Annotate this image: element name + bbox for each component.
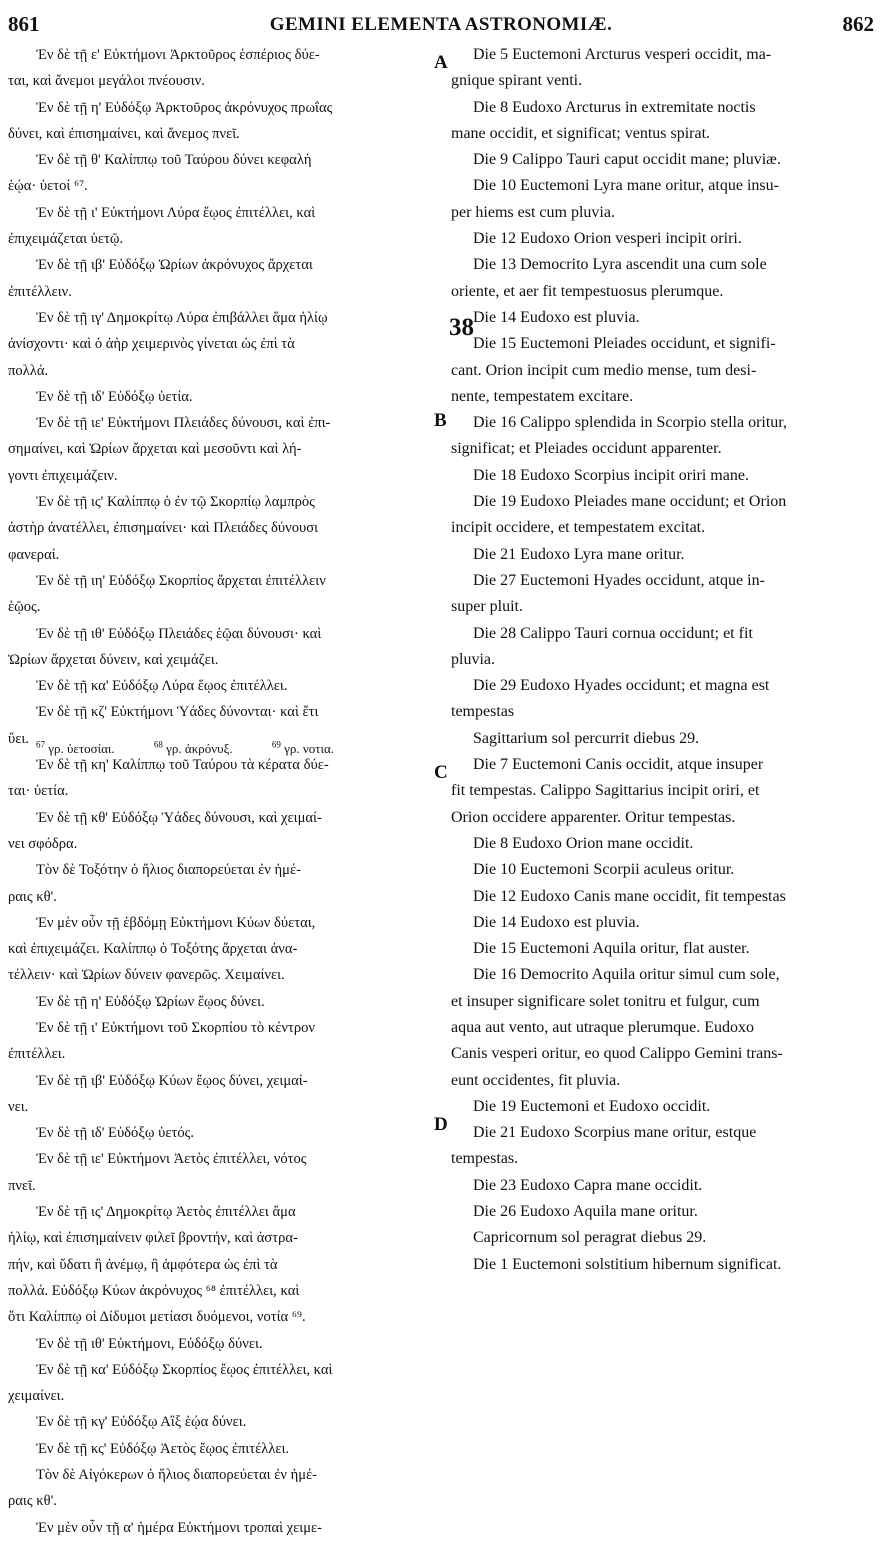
text-line: σημαίνει, καὶ Ὠρίων ἄρχεται καὶ μεσοῦντι καὶ λή- (8, 441, 302, 458)
footnote-number: 69 (271, 740, 281, 750)
text-line: Ἐν δὲ τῇ κθ' Εὐδόξῳ Ὑάδες δύνουσι, καὶ χειμαί- (36, 809, 322, 826)
text-line: Ἐν δὲ τῇ η' Εὐδόξῳ Ἀρκτοῦρος ἀκρόνυχος πρωΐας (36, 99, 333, 116)
greek-entry (8, 1146, 432, 1199)
greek-entry (8, 1331, 432, 1357)
footnote-number: 67 (36, 740, 45, 750)
text-line: Ἐν δὲ τῇ ιε' Εὐκτήμονι Πλειάδες δύνουσι, καὶ ἐπι- (36, 415, 331, 432)
latin-entry (451, 331, 875, 410)
text-line: Die 27 Euctemoni Hyades occidunt, atque in- (473, 571, 765, 589)
latin-entry (451, 489, 875, 542)
latin-entry (451, 936, 875, 962)
latin-entry (451, 42, 875, 95)
text-line: δύνει, καὶ ἐπισημαίνει, καὶ ἄνεμος πνεῖ. (8, 125, 240, 142)
text-line: ἑῴα· ὑετοί ⁶⁷. (8, 178, 88, 195)
text-line: Die 28 Calippo Tauri cornua occidunt; et fit (473, 624, 753, 642)
footnote-69 (272, 741, 352, 756)
latin-entry (451, 226, 875, 252)
text-line: Ἐν δὲ τῇ ιδ' Εὐδόξῳ ὑετός. (36, 1125, 195, 1142)
latin-entry (451, 673, 875, 726)
text-line: πολλά. (8, 362, 49, 379)
latin-entry (451, 305, 875, 331)
latin-entry (451, 1120, 875, 1173)
latin-entry (451, 1199, 875, 1225)
latin-entry (451, 726, 875, 752)
greek-entry (8, 910, 432, 989)
text-line: τέλλειν· καὶ Ὠρίων δύνειν φανερῶς. Χειμαίνει. (8, 967, 285, 984)
latin-entry (451, 95, 875, 148)
text-line: significat; et Pleiades occidunt apparenter. (451, 440, 722, 458)
margin-marker-c: C (434, 762, 448, 783)
running-title: GEMINI ELEMENTA ASTRONOMIÆ. (269, 14, 613, 35)
greek-entry (8, 989, 432, 1015)
text-line: Ἐν δὲ τῇ ε' Εὐκτήμονι Ἀρκτοῦρος ἑσπέριος δύε- (36, 47, 320, 63)
greek-entry (8, 857, 432, 910)
text-line: Ἐν δὲ τῇ ιδ' Εὐδόξῳ ὑετία. (36, 388, 193, 405)
text-line: Τὸν δὲ Αἰγόκερων ὁ ἥλιος διαπορεύεται ἐν ἡμέ- (36, 1467, 318, 1484)
greek-entry (8, 252, 432, 305)
greek-entry (8, 673, 432, 699)
text-line: Ἐν δὲ τῇ ιγ' Δημοκρίτῳ Λύρα ἐπιβάλλει ἅμα ἡλίῳ (36, 309, 328, 326)
text-line: Ἐν δὲ τῇ θ' Καλίππῳ τοῦ Ταύρου δύνει κεφαλὴ (36, 152, 312, 169)
text-line: Canis vesperi oritur, eo quod Calippo Gemini trans- (451, 1045, 783, 1063)
footnote-67 (36, 741, 133, 756)
text-line: Ἐν μὲν οὖν τῇ ἑβδόμῃ Εὐκτήμονι Κύων δύεται, (36, 914, 316, 931)
text-line: Ἐν δὲ τῇ κζ' Εὐκτήμονι Ὑάδες δύνονται· καὶ ἔτι (36, 704, 319, 721)
text-line: ραις κθ'. (8, 888, 57, 905)
text-line: Die 8 Eudoxo Orion mane occidit. (473, 834, 694, 852)
text-line: ραις κθ'. (8, 1493, 57, 1510)
text-line: ἑῷος. (8, 599, 41, 616)
latin-entry (451, 752, 875, 831)
text-line: eunt occidentes, fit pluvia. (451, 1071, 621, 1089)
text-line: Die 8 Eudoxo Arcturus in extremitate noctis (473, 98, 756, 116)
greek-entry (8, 1199, 432, 1330)
text-line: et insuper significare solet tonitru et fulgur, cum (451, 992, 760, 1010)
text-line: Die 10 Euctemoni Lyra mane oritur, atque insu- (473, 177, 779, 195)
text-line: aqua aut vento, aut utraque plerumque. Eudoxo (451, 1018, 755, 1036)
text-line: tempestas (451, 703, 515, 721)
text-line: Ἐν δὲ τῇ ις' Καλίππῳ ὁ ἐν τῷ Σκορπίῳ λαμπρὸς (36, 494, 315, 511)
latin-entry (451, 252, 875, 305)
greek-text-column (8, 42, 432, 1541)
text-line: mane occidit, et significat; ventus spirat. (451, 124, 711, 142)
text-line: Ἐν δὲ τῇ ιη' Εὐδόξῳ Σκορπίος ἄρχεται ἐπιτέλλειν (36, 572, 326, 589)
page-header (8, 12, 874, 40)
text-line: Ἐν δὲ τῇ ις' Δημοκρίτῳ Ἀετὸς ἐπιτέλλει ἅμα (36, 1204, 296, 1221)
text-line: γοντι ἐπιχειμάζειν. (8, 467, 118, 484)
latin-entry (451, 884, 875, 910)
latin-entry (451, 857, 875, 883)
margin-marker-d: D (434, 1114, 448, 1135)
text-line: Ἐν δὲ τῇ ιθ' Εὐκτήμονι, Εὐδόξῳ δύνει. (36, 1335, 263, 1352)
text-line: Ἐν μὲν οὖν τῇ α' ἡμέρα Εὐκτήμονι τροπαὶ χειμε- (36, 1519, 323, 1536)
latin-entry (451, 1252, 875, 1278)
text-line: ἐπιτέλλει. (8, 1046, 66, 1063)
text-line: Ἐν δὲ τῇ ι' Εὐκτήμονι Λύρα ἕῳος ἐπιτέλλει, καὶ (36, 204, 316, 221)
greek-entry (8, 1462, 432, 1515)
greek-entry (8, 410, 432, 489)
text-line: ὅτι Καλίππῳ οἱ Δίδυμοι μετίασι δυόμενοι, νοτία ⁶⁹. (8, 1309, 306, 1326)
text-line: Die 18 Eudoxo Scorpius incipit oriri mane. (473, 466, 749, 484)
text-line: Ἐν δὲ τῇ κα' Εὐδόξῳ Σκορπίος ἕῳος ἐπιτέλλει, καὶ (36, 1361, 333, 1378)
greek-entry (8, 1409, 432, 1435)
text-line: Orion occidere apparenter. Oritur tempestas. (451, 808, 736, 826)
text-line: Die 12 Eudoxo Orion vesperi incipit oriri. (473, 230, 742, 248)
latin-entry (451, 410, 875, 463)
latin-text-column (451, 42, 875, 1278)
text-line: ἡλίῳ, καὶ ἐπισημαίνειν φιλεῖ βροντήν, καὶ ἀστρα- (8, 1230, 298, 1247)
text-line: ὕει. (8, 730, 29, 747)
text-line: καὶ ἐπιχειμάζει. Καλίππῳ ὁ Τοξότης ἄρχεται ἀνα- (8, 941, 298, 958)
text-line: gnique spirant venti. (451, 72, 583, 90)
page-number-left: 861 (8, 12, 40, 36)
text-line: πνεῖ. (8, 1177, 36, 1194)
latin-entry (451, 147, 875, 173)
greek-entry (8, 305, 432, 384)
text-line: incipit occidere, et tempestatem excitat. (451, 519, 706, 537)
margin-marker-b: B (434, 410, 447, 431)
latin-entry (451, 173, 875, 226)
section-number-marker: 38 (449, 314, 474, 341)
greek-entry (8, 1436, 432, 1462)
text-line: Ἐν δὲ τῇ κη' Καλίππῳ τοῦ Ταύρου τὰ κέρατα δύε- (36, 757, 329, 774)
text-line: Ἐν δὲ τῇ κγ' Εὐδόξῳ Αἲξ ἑῴα δύνει. (36, 1414, 247, 1431)
text-line: Sagittarium sol percurrit diebus 29. (473, 729, 700, 747)
latin-entry (451, 910, 875, 936)
text-line: Die 14 Eudoxo est pluvia. (473, 308, 640, 326)
footnote-68 (154, 741, 251, 756)
latin-entry (451, 962, 875, 1093)
latin-entry (451, 542, 875, 568)
text-line: Capricornum sol peragrat diebus 29. (473, 1229, 707, 1247)
text-line: Die 15 Euctemoni Pleiades occidunt, et signifi- (473, 335, 776, 353)
greek-entry (8, 95, 432, 148)
greek-entry (8, 1068, 432, 1121)
text-line: Die 19 Eudoxo Pleiades mane occidunt; et Orion (473, 493, 787, 511)
text-line: Die 1 Euctemoni solstitium hibernum significat. (473, 1255, 782, 1273)
text-line: Die 16 Calippo splendida in Scorpio stella oritur, (473, 414, 787, 432)
text-line: Ἐν δὲ τῇ ιε' Εὐκτήμονι Ἀετὸς ἐπιτέλλει, νότος (36, 1151, 307, 1168)
text-line: Die 26 Eudoxo Aquila mane oritur. (473, 1203, 698, 1221)
text-line: Die 9 Calippo Tauri caput occidit mane; pluviæ. (473, 151, 781, 169)
text-line: Ἐν δὲ τῇ ιθ' Εὐδόξῳ Πλειάδες ἑῷαι δύνουσι· καὶ (36, 625, 322, 642)
text-line: cant. Orion incipit cum medio mense, tum desi- (451, 361, 757, 379)
latin-entry (451, 1094, 875, 1120)
text-line: Ἐν δὲ τῇ ι' Εὐκτήμονι τοῦ Σκορπίου τὸ κέντρον (36, 1019, 315, 1036)
text-line: nente, tempestatem excitare. (451, 387, 634, 405)
latin-entry (451, 568, 875, 621)
footnotes (36, 740, 370, 757)
text-line: ται, καὶ ἄνεμοι μεγάλοι πνέουσιν. (8, 73, 205, 90)
text-line: tempestas. (451, 1150, 519, 1168)
latin-entry (451, 621, 875, 674)
text-line: Die 21 Eudoxo Scorpius mane oritur, estque (473, 1124, 757, 1142)
greek-entry (8, 1515, 432, 1541)
text-line: Die 14 Eudoxo est pluvia. (473, 913, 640, 931)
text-line: pluvia. (451, 650, 495, 668)
text-line: ἀστὴρ ἀνατέλλει, ἐπισημαίνει· καὶ Πλειάδες δύνουσι (8, 520, 319, 537)
latin-entry (451, 1173, 875, 1199)
text-line: Ἐν δὲ τῇ κς' Εὐδόξῳ Ἀετὸς ἕῳος ἐπιτέλλει. (36, 1440, 290, 1457)
text-line: Ἐν δὲ τῇ ιβ' Εὐδόξῳ Ὠρίων ἀκρόνυχος ἄρχεται (36, 257, 313, 274)
greek-entry (8, 568, 432, 621)
text-line: φανεραί. (8, 546, 60, 563)
footnote-text: γρ. νοτια. (284, 741, 335, 757)
text-line: Die 10 Euctemoni Scorpii aculeus oritur. (473, 861, 735, 879)
text-line: Ὠρίων ἄρχεται δύνειν, καὶ χειμάζει. (8, 651, 219, 668)
text-line: Die 13 Democrito Lyra ascendit una cum sole (473, 256, 767, 274)
greek-entry (8, 752, 432, 805)
text-line: Die 23 Eudoxo Capra mane occidit. (473, 1176, 703, 1194)
text-line: Ἐν δὲ τῇ ιβ' Εὐδόξῳ Κύων ἕῳος δύνει, χειμαί- (36, 1072, 308, 1089)
text-line: Die 16 Democrito Aquila oritur simul cum sole, (473, 966, 780, 984)
text-line: νει σφόδρα. (8, 835, 78, 852)
text-line: Die 29 Eudoxo Hyades occidunt; et magna est (473, 677, 770, 695)
text-line: Τὸν δὲ Τοξότην ὁ ἥλιος διαπορεύεται ἐν ἡμέ- (36, 862, 301, 879)
greek-entry (8, 42, 432, 95)
text-line: Ἐν δὲ τῇ κα' Εὐδόξῳ Λύρα ἕῳος ἐπιτέλλει. (36, 678, 288, 695)
greek-entry (8, 200, 432, 253)
text-line: πήν, καὶ ὕδατι ἢ ἀνέμῳ, ἢ ἀμφότερα ὡς ἐπὶ τὰ (8, 1256, 278, 1273)
latin-entry (451, 463, 875, 489)
greek-entry (8, 147, 432, 200)
footnote-text: γρ. ἀκρόνυξ. (166, 741, 233, 757)
greek-entry (8, 1357, 432, 1410)
greek-entry (8, 489, 432, 568)
text-line: oriente, et aer fit tempestuosus plerumque. (451, 282, 724, 300)
text-line: fit tempestas. Calippo Sagittarius incipit oriri, et (451, 782, 760, 800)
greek-entry (8, 805, 432, 858)
footnote-number: 68 (153, 740, 163, 750)
greek-entry (8, 1015, 432, 1068)
text-line: Die 5 Euctemoni Arcturus vesperi occidit, ma- (473, 46, 772, 63)
text-line: ἐπιτέλλειν. (8, 283, 72, 300)
text-line: ἀνίσχοντι· καὶ ὁ ἀὴρ χειμερινὸς γίνεται ὡς ἐπὶ τὰ (8, 336, 295, 353)
greek-entry (8, 621, 432, 674)
text-line: Die 12 Eudoxo Canis mane occidit, fit tempestas (473, 887, 786, 905)
latin-entry (451, 831, 875, 857)
page-number-right: 862 (842, 12, 874, 36)
text-line: per hiems est cum pluvia. (451, 203, 615, 221)
text-line: νει. (8, 1098, 29, 1115)
text-line: χειμαίνει. (8, 1388, 65, 1405)
text-line: Die 7 Euctemoni Canis occidit, atque insuper (473, 756, 764, 774)
greek-entry (8, 1120, 432, 1146)
text-line: Ἐν δὲ τῇ η' Εὐδόξῳ Ὠρίων ἕῳος δύνει. (36, 993, 265, 1010)
text-line: ἐπιχειμάζεται ὑετῷ. (8, 231, 124, 248)
text-line: πολλά. Εὐδόξῳ Κύων ἀκρόνυχος ⁶⁸ ἐπιτέλλει, καὶ (8, 1282, 300, 1299)
footnote-text: γρ. ὑετοσίαι. (48, 741, 115, 757)
text-line: ται· ὑετία. (8, 783, 69, 800)
text-line: Die 15 Euctemoni Aquila oritur, flat auster. (473, 940, 750, 958)
greek-entry (8, 384, 432, 410)
text-line: super pluit. (451, 598, 523, 616)
text-line: Die 19 Euctemoni et Eudoxo occidit. (473, 1097, 711, 1115)
margin-marker-a: A (434, 52, 448, 73)
text-line: Die 21 Eudoxo Lyra mane oritur. (473, 545, 685, 563)
latin-entry (451, 1225, 875, 1251)
